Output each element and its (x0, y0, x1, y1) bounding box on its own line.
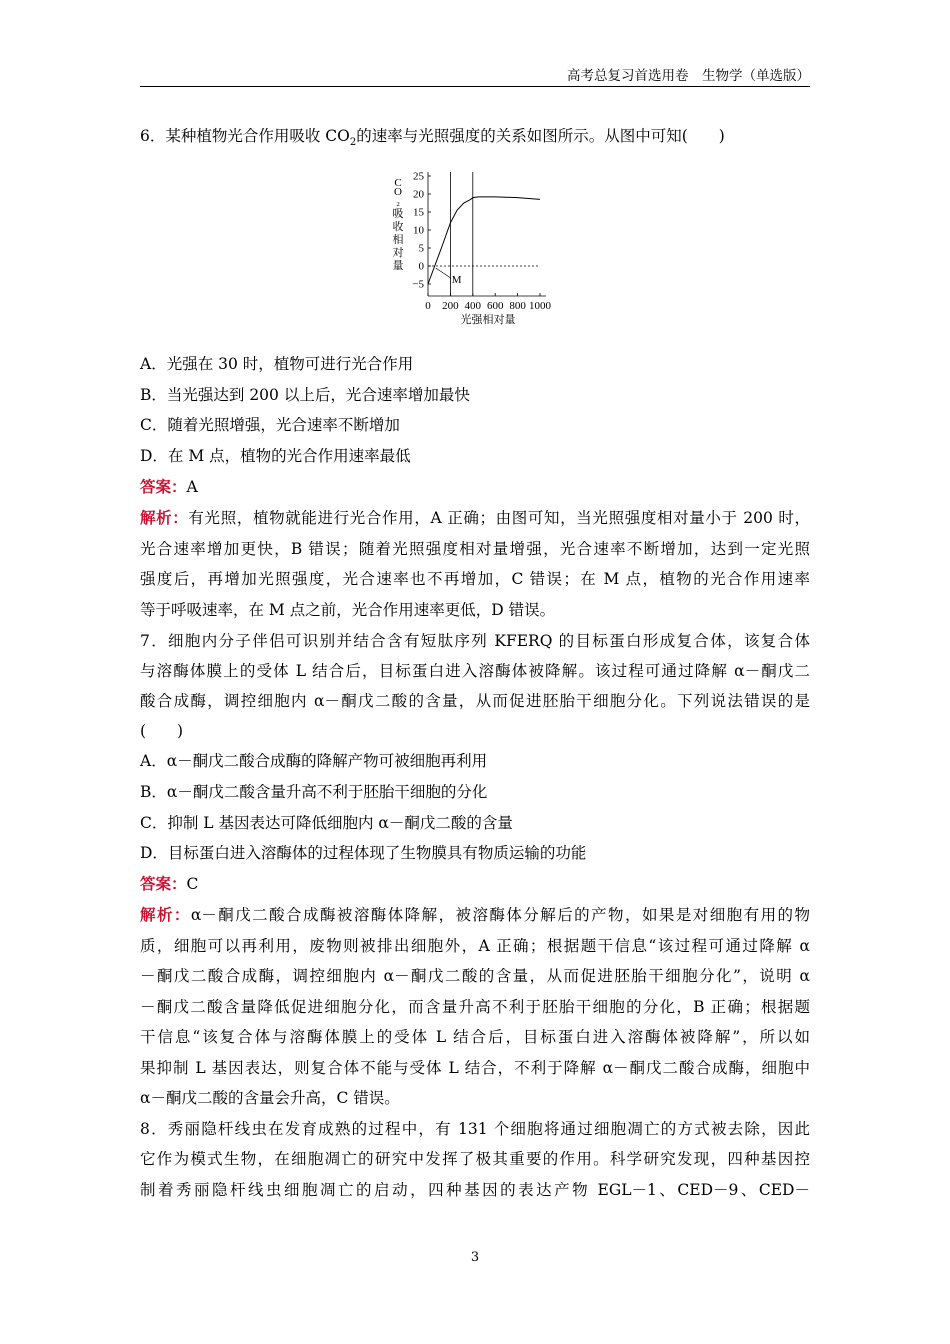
header-title: 高考总复习首选用卷 生物学（单选版） (567, 68, 810, 84)
y-tick-label: −5 (412, 278, 424, 291)
q6-chart (360, 158, 580, 340)
series-line (428, 197, 540, 284)
q7-stem-end: ( ) (140, 722, 184, 740)
x-tick-label: 0 (425, 300, 431, 312)
q7-option-b: B．α－酮戊二酸含量升高不利于胚胎干细胞的分化 (140, 783, 488, 801)
q7-analysis-line: 干信息“该复合体与溶酶体膜上的受体 L 结合后，目标蛋白进入溶酶体被降解”，所以如 (140, 1028, 810, 1046)
q7-answer (140, 873, 198, 895)
analysis-label: 解析： (140, 905, 191, 924)
x-tick-label: 400 (464, 300, 482, 312)
q6-option-c: C．随着光照增强，光合速率不断增加 (140, 416, 400, 434)
q7-stem-line: 酸合成酶，调控细胞内 α－酮戊二酸的含量，从而促进胚胎干细胞分化。下列说法错误的是 (140, 692, 810, 710)
q8-stem-line: 制着秀丽隐杆线虫细胞凋亡的启动，四种基因的表达产物 EGL－1、CED－9、CED－ (140, 1181, 810, 1199)
q6-option-a: A．光强在 30 时，植物可进行光合作用 (140, 355, 414, 373)
answer-value: C (186, 875, 199, 893)
y-tick-label: 20 (413, 188, 424, 201)
x-tick-label: 800 (509, 300, 526, 312)
x-axis-label: 光强相对量 (460, 314, 516, 326)
q8-stem-line: 8．秀丽隐杆线虫在发育成熟的过程中，有 131 个细胞将通过细胞凋亡的方式被去除，因此 (140, 1120, 810, 1138)
q6-analysis-line: 解析：有光照，植物就能进行光合作用，A 正确；由图可知，当光照强度相对量小于 200 时， (140, 508, 810, 527)
q6-stem: 6．某种植物光合作用吸收 $CO_2$的速率与光照强度的关系如图所示。从图中可知( ) (140, 127, 725, 149)
q6-answer (140, 476, 198, 498)
y-tick-label: 10 (413, 224, 424, 237)
q7-analysis-line: α－酮戊二酸的含量会升高，C 错误。 (140, 1089, 400, 1107)
q7-analysis-line: －酮戊二酸合成酶，调控细胞内 α－酮戊二酸的含量，从而促进胚胎干细胞分化”，说明 α (140, 967, 810, 985)
q7-analysis-line: －酮戊二酸含量降低促进细胞分化，而含量升高不利于胚胎干细胞的分化，B 正确；根据题 (140, 998, 810, 1016)
page-header (140, 64, 810, 87)
q7-analysis-line: 解析：α－酮戊二酸合成酶被溶酶体降解，被溶酶体分解后的产物，如果是对细胞有用的物 (140, 905, 810, 924)
q8-stem-line: 它作为模式生物，在细胞凋亡的研究中发挥了极其重要的作用。科学研究发现，四种基因控 (140, 1150, 810, 1168)
q6-option-b: B．当光强达到 200 以上后，光合速率增加最快 (140, 386, 470, 404)
x-tick-label: 600 (486, 300, 504, 312)
q7-analysis-line: 质，细胞可以再利用，废物则被排出细胞外，A 正确；根据题干信息“该过程可通过降解 α (140, 937, 810, 955)
answer-label: 答案： (140, 477, 187, 496)
q7-analysis-line: 果抑制 L 基因表达，则复合体不能与受体 L 结合，不利于降解 α－酮戊二酸合成酶，细胞中 (140, 1059, 810, 1077)
q6-option-d: D．在 M 点，植物的光合作用速率最低 (140, 447, 411, 465)
q7-stem-line: 与溶酶体膜上的受体 L 结合后，目标蛋白进入溶酶体被降解。该过程可通过降解 α－酮戊二 (140, 662, 810, 680)
q7-stem-line: 7．细胞内分子伴侣可识别并结合含有短肽序列 KFERQ 的目标蛋白形成复合体，该复合体 (140, 632, 810, 650)
y-tick-label: 5 (418, 242, 424, 255)
q7-option-d: D．目标蛋白进入溶酶体的过程体现了生物膜具有物质运输的功能 (140, 844, 587, 862)
page-number: 3 (470, 1250, 480, 1265)
annotation-leader (436, 268, 451, 278)
answer-label: 答案： (140, 874, 187, 893)
q7-option-c: C．抑制 L 基因表达可降低细胞内 α－酮戊二酸的含量 (140, 814, 513, 832)
analysis-label: 解析： (140, 508, 189, 527)
y-axis-label: C O ₂ 吸收相对量 (392, 177, 404, 272)
q6-analysis-line: 光合速率增加更快，B 错误；随着光照强度相对量增强，光合速率不断增加，达到一定光照 (140, 540, 810, 558)
q7-option-a: A．α－酮戊二酸合成酶的降解产物可被细胞再利用 (140, 752, 488, 770)
q6-analysis-line: 等于呼吸速率，在 M 点之前，光合作用速率更低，D 错误。 (140, 601, 556, 619)
x-tick-label: 1000 (529, 300, 551, 312)
y-tick-label: 15 (413, 206, 424, 219)
y-tick-label: 25 (413, 170, 424, 183)
answer-value: A (186, 478, 198, 496)
q6-analysis-line: 强度后，再增加光照强度，光合速率也不再增加，C 错误；在 M 点，植物的光合作用速率 (140, 570, 810, 588)
x-tick-label: 200 (442, 300, 459, 312)
annotation-label: M (451, 274, 462, 286)
y-tick-label: 0 (418, 260, 424, 273)
